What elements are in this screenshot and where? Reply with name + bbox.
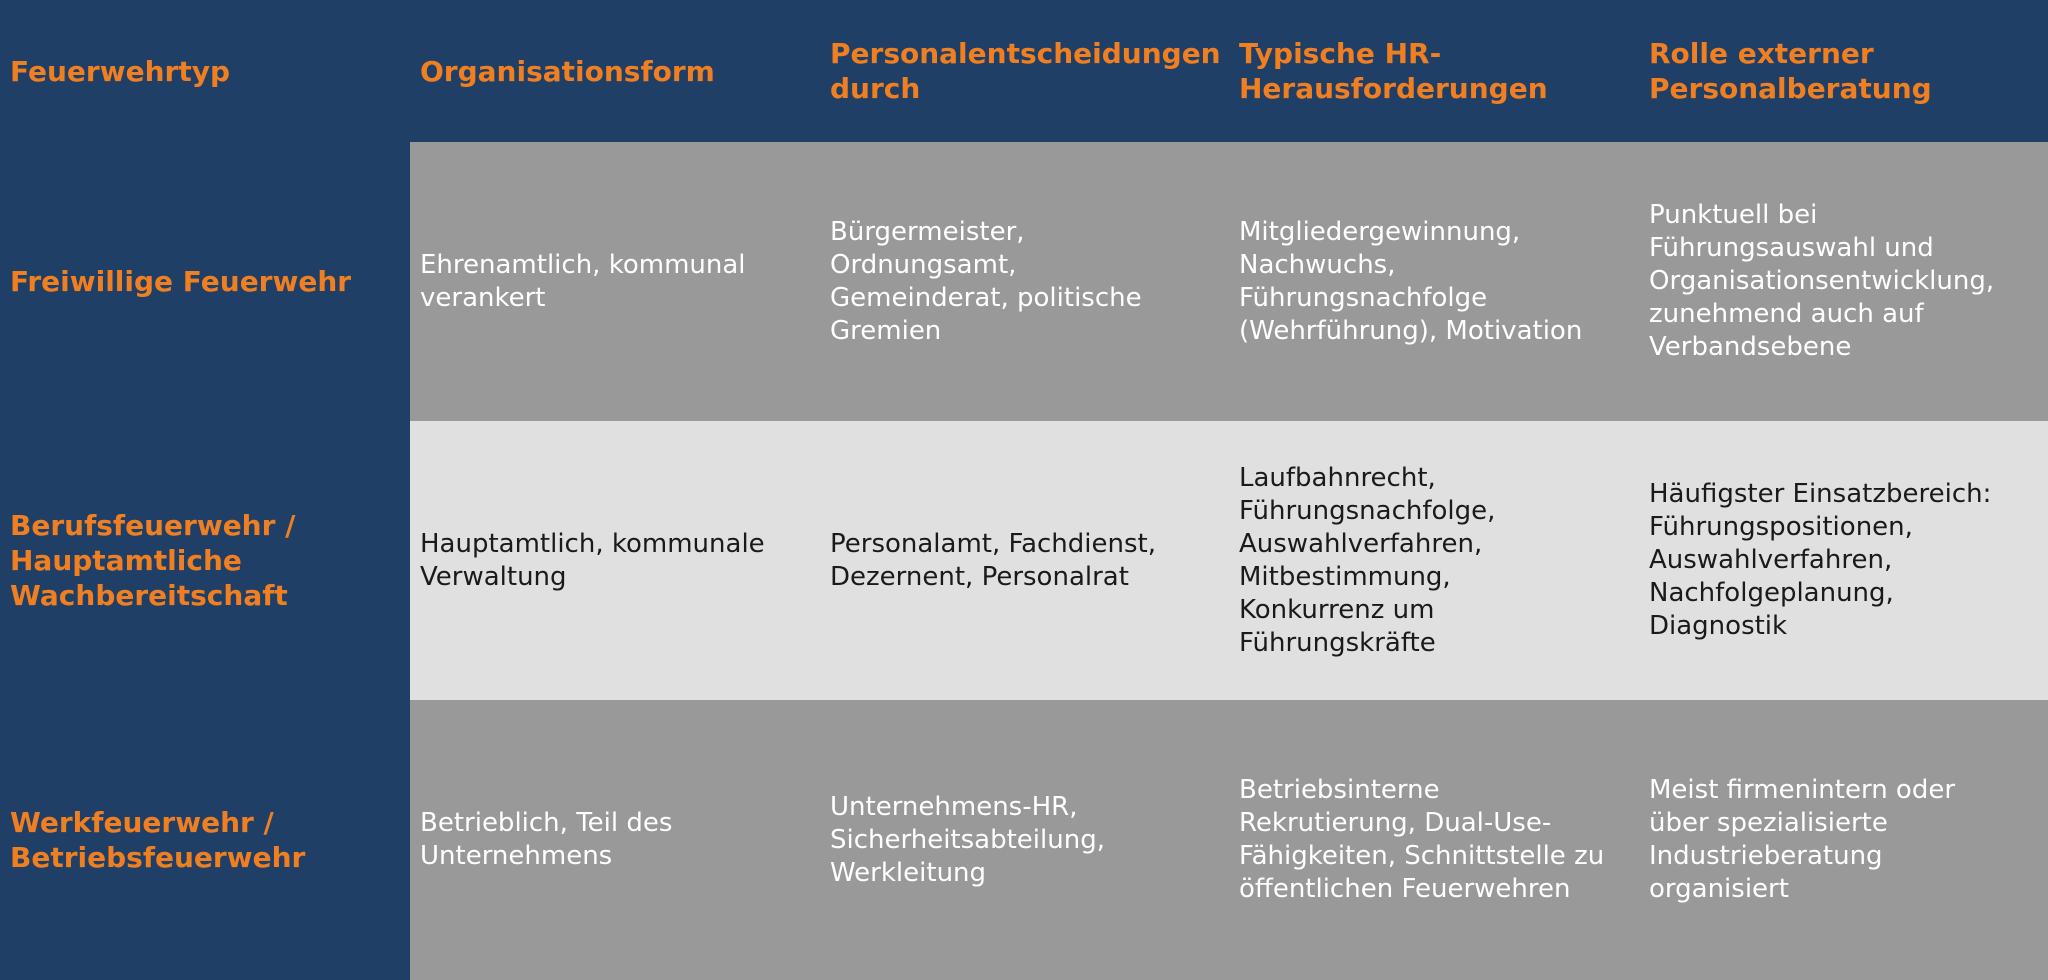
header-hr-herausforderungen: Typische HR- Herausforderungen [1229, 0, 1639, 142]
table-cell: Ehrenamtlich, kommunal verankert [410, 142, 820, 421]
header-personalentscheidungen: Personalentscheidungen durch [820, 0, 1229, 142]
table-cell: Betrieblich, Teil des Unternehmens [410, 700, 820, 980]
table-cell: Bürgermeister, Ordnungsamt, Gemeinderat, politische Gremien [820, 142, 1229, 421]
header-organisationsform: Organisationsform [410, 0, 820, 142]
header-personalberatung: Rolle externer Personalberatung [1639, 0, 2048, 142]
table-cell: Meist firmenintern oder über spezialisierte Industrieberatung organisiert [1639, 700, 2048, 980]
row-header-freiwillige: Freiwillige Feuerwehr [0, 142, 410, 421]
row-header-werkfeuerwehr: Werkfeuerwehr / Betriebsfeuerwehr [0, 700, 410, 980]
table-cell: Unternehmens-HR, Sicherheitsabteilung, Werkleitung [820, 700, 1229, 980]
row-header-berufsfeuerwehr: Berufsfeuerwehr / Hauptamtliche Wachbereitschaft [0, 421, 410, 700]
table-cell: Betriebsinterne Rekrutierung, Dual-Use- Fähigkeiten, Schnittstelle zu öffentlichen Feuerwehren [1229, 700, 1639, 980]
table-cell: Häufigster Einsatzbereich: Führungspositionen, Auswahlverfahren, Nachfolgeplanung, Diagnostik [1639, 421, 2048, 700]
table-cell: Mitgliedergewinnung, Nachwuchs, Führungsnachfolge (Wehrführung), Motivation [1229, 142, 1639, 421]
table-cell: Personalamt, Fachdienst, Dezernent, Personalrat [820, 421, 1229, 700]
header-feuerwehrtyp: Feuerwehrtyp [0, 0, 410, 142]
table-cell: Punktuell bei Führungsauswahl und Organisationsentwicklung, zunehmend auch auf Verbandsebene [1639, 142, 2048, 421]
table-cell: Hauptamtlich, kommunale Verwaltung [410, 421, 820, 700]
table-cell: Laufbahnrecht, Führungsnachfolge, Auswahlverfahren, Mitbestimmung, Konkurrenz um Führungskräfte [1229, 421, 1639, 700]
